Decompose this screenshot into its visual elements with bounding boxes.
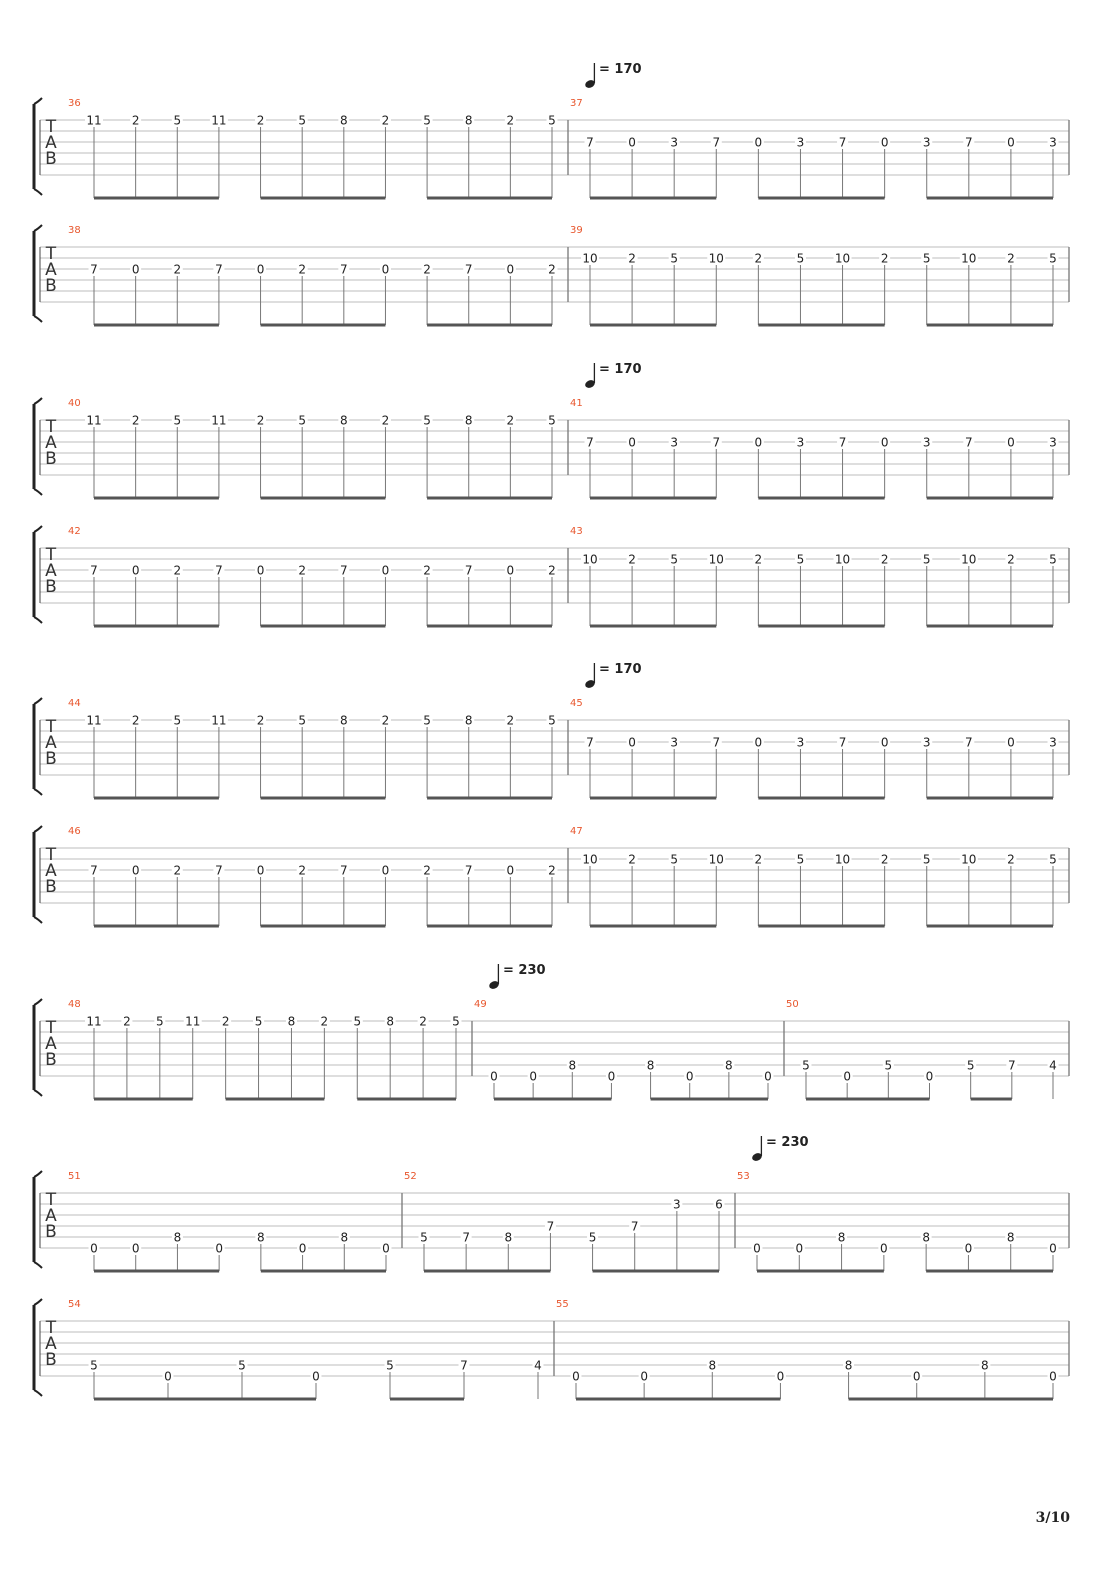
- fret-number: 2: [754, 251, 763, 266]
- fret-number: 5: [1049, 852, 1057, 867]
- fret-number: 5: [548, 713, 556, 728]
- measure-number: 52: [404, 1171, 417, 1182]
- measure-number: 36: [68, 98, 81, 109]
- fret-number: 5: [238, 1358, 246, 1373]
- fret-number: 0: [506, 563, 515, 578]
- measure-number: 41: [570, 398, 583, 409]
- fret-number: 3: [673, 1197, 681, 1212]
- measure-number: 38: [68, 225, 81, 236]
- fret-number: 0: [1007, 135, 1015, 150]
- fret-number: 0: [381, 863, 390, 878]
- fret-number: 5: [802, 1058, 810, 1073]
- fret-number: 11: [211, 413, 227, 428]
- tab-clef-letter: T: [45, 717, 57, 737]
- fret-number: 0: [754, 135, 763, 150]
- measure-number: 53: [737, 1171, 750, 1182]
- fret-number: 10: [961, 251, 977, 266]
- fret-number: 3: [922, 435, 931, 450]
- fret-number: 2: [1007, 552, 1015, 567]
- fret-number: 0: [880, 1241, 888, 1256]
- fret-number: 5: [796, 552, 805, 567]
- fret-number: 7: [586, 435, 594, 450]
- fret-number: 0: [753, 1241, 761, 1256]
- fret-number: 8: [464, 713, 473, 728]
- fret-number: 2: [320, 1014, 329, 1029]
- fret-number: 11: [211, 113, 227, 128]
- fret-number: 7: [712, 135, 721, 150]
- fret-number: 7: [215, 563, 223, 578]
- measure-number: 44: [68, 698, 81, 709]
- system-bracket-top: [34, 698, 42, 704]
- system-bracket-bottom: [34, 316, 42, 322]
- tab-clef-letter: B: [45, 276, 57, 296]
- measure-number: 43: [570, 526, 583, 537]
- tab-clef-letter: T: [45, 1318, 57, 1338]
- fret-number: 0: [685, 1069, 694, 1084]
- fret-number: 2: [880, 251, 889, 266]
- fret-number: 10: [708, 251, 724, 266]
- measure-number: 39: [570, 225, 583, 236]
- system-bracket-bottom: [34, 489, 42, 495]
- fret-number: 5: [298, 413, 307, 428]
- fret-number: 0: [506, 262, 515, 277]
- fret-number: 10: [582, 251, 598, 266]
- fret-number: 8: [464, 113, 473, 128]
- fret-number: 5: [173, 113, 182, 128]
- fret-number: 0: [640, 1369, 648, 1384]
- fret-number: 2: [423, 262, 431, 277]
- fret-number: 5: [922, 251, 931, 266]
- fret-number: 0: [628, 735, 636, 750]
- page-number: 3/10: [1035, 1510, 1070, 1526]
- fret-number: 2: [1007, 852, 1015, 867]
- fret-number: 5: [254, 1014, 263, 1029]
- fret-number: 8: [339, 113, 348, 128]
- fret-number: 2: [256, 113, 265, 128]
- fret-number: 3: [670, 735, 679, 750]
- fret-number: 5: [548, 413, 556, 428]
- fret-number: 5: [548, 113, 556, 128]
- tab-clef-letter: A: [45, 133, 57, 153]
- system-bracket-top: [34, 398, 42, 404]
- fret-number: 6: [715, 1197, 723, 1212]
- tab-clef-letter: A: [45, 260, 57, 280]
- fret-number: 5: [155, 1014, 164, 1029]
- fret-number: 2: [423, 563, 431, 578]
- system-bracket-top: [34, 225, 42, 231]
- fret-number: 5: [796, 852, 805, 867]
- fret-number: 2: [381, 113, 390, 128]
- fret-number: 7: [339, 863, 348, 878]
- fret-number: 3: [670, 135, 679, 150]
- fret-number: 0: [131, 1241, 140, 1256]
- fret-number: 8: [725, 1058, 733, 1073]
- fret-number: 2: [754, 852, 763, 867]
- fret-number: 8: [568, 1058, 577, 1073]
- fret-number: 0: [1049, 1241, 1057, 1256]
- fret-number: 0: [776, 1369, 785, 1384]
- fret-number: 3: [1049, 435, 1057, 450]
- fret-number: 5: [173, 413, 182, 428]
- fret-number: 5: [670, 552, 679, 567]
- tempo-marking: = 170: [599, 362, 642, 377]
- system-bracket-top: [34, 826, 42, 832]
- fret-number: 2: [506, 413, 515, 428]
- fret-number: 8: [844, 1358, 853, 1373]
- fret-number: 0: [131, 563, 140, 578]
- fret-number: 2: [298, 863, 307, 878]
- fret-number: 5: [423, 413, 431, 428]
- fret-number: 11: [211, 713, 227, 728]
- tab-clef-letter: B: [45, 749, 57, 769]
- fret-number: 2: [628, 552, 636, 567]
- fret-number: 7: [1008, 1058, 1016, 1073]
- fret-number: 7: [838, 735, 847, 750]
- fret-number: 7: [964, 135, 973, 150]
- fret-number: 8: [646, 1058, 655, 1073]
- tab-clef-letter: A: [45, 1034, 57, 1054]
- fret-number: 0: [215, 1241, 223, 1256]
- tab-clef-letter: B: [45, 577, 57, 597]
- fret-number: 3: [1049, 135, 1057, 150]
- fret-number: 0: [764, 1069, 772, 1084]
- fret-number: 7: [215, 262, 223, 277]
- tempo-marking: = 230: [503, 963, 546, 978]
- fret-number: 0: [131, 863, 140, 878]
- fret-number: 0: [490, 1069, 498, 1084]
- fret-number: 2: [381, 713, 390, 728]
- fret-number: 0: [795, 1241, 804, 1256]
- measure-number: 47: [570, 826, 583, 837]
- fret-number: 0: [925, 1069, 934, 1084]
- system-bracket-bottom: [34, 1390, 42, 1396]
- system-bracket-bottom: [34, 617, 42, 623]
- fret-number: 2: [298, 563, 307, 578]
- fret-number: 7: [630, 1219, 639, 1234]
- tab-clef-letter: T: [45, 244, 57, 264]
- fret-number: 2: [381, 413, 390, 428]
- fret-number: 8: [1006, 1230, 1015, 1245]
- system-bracket-top: [34, 999, 42, 1005]
- system-bracket-top: [34, 526, 42, 532]
- fret-number: 0: [843, 1069, 851, 1084]
- fret-number: 2: [548, 262, 556, 277]
- fret-number: 5: [1049, 251, 1057, 266]
- fret-number: 7: [546, 1219, 555, 1234]
- tab-clef-letter: A: [45, 1334, 57, 1354]
- tempo-marking: = 170: [599, 662, 642, 677]
- fret-number: 0: [628, 435, 636, 450]
- fret-number: 7: [90, 863, 98, 878]
- measure-number: 42: [68, 526, 81, 537]
- fret-number: 5: [1049, 552, 1057, 567]
- fret-number: 7: [838, 135, 847, 150]
- fret-number: 0: [506, 863, 515, 878]
- fret-number: 3: [1049, 735, 1057, 750]
- fret-number: 8: [287, 1014, 296, 1029]
- fret-number: 11: [86, 1014, 102, 1029]
- tab-clef-letter: B: [45, 1222, 57, 1242]
- fret-number: 11: [86, 113, 102, 128]
- fret-number: 0: [964, 1241, 973, 1256]
- fret-number: 11: [185, 1014, 201, 1029]
- fret-number: 0: [298, 1241, 307, 1256]
- tab-clef-letter: B: [45, 1350, 57, 1370]
- fret-number: 8: [340, 1230, 349, 1245]
- fret-number: 7: [462, 1230, 470, 1245]
- fret-number: 2: [173, 262, 182, 277]
- fret-number: 2: [419, 1014, 427, 1029]
- fret-number: 5: [884, 1058, 893, 1073]
- tab-clef-letter: T: [45, 417, 57, 437]
- fret-number: 8: [173, 1230, 182, 1245]
- fret-number: 0: [256, 262, 265, 277]
- fret-number: 0: [572, 1369, 580, 1384]
- fret-number: 5: [922, 552, 931, 567]
- fret-number: 0: [1007, 735, 1015, 750]
- fret-number: 5: [452, 1014, 460, 1029]
- fret-number: 8: [339, 713, 348, 728]
- fret-number: 2: [548, 563, 556, 578]
- fret-number: 0: [880, 135, 889, 150]
- tab-clef-letter: T: [45, 1018, 57, 1038]
- fret-number: 0: [164, 1369, 172, 1384]
- fret-number: 3: [796, 435, 805, 450]
- measure-number: 49: [474, 999, 487, 1010]
- measure-number: 40: [68, 398, 81, 409]
- fret-number: 0: [381, 563, 390, 578]
- tab-clef-letter: A: [45, 561, 57, 581]
- fret-number: 10: [582, 552, 598, 567]
- fret-number: 5: [423, 713, 431, 728]
- fret-number: 5: [670, 251, 679, 266]
- fret-number: 7: [838, 435, 847, 450]
- measure-number: 54: [68, 1299, 81, 1310]
- fret-number: 0: [1049, 1369, 1057, 1384]
- fret-number: 0: [131, 262, 140, 277]
- fret-number: 2: [221, 1014, 230, 1029]
- fret-number: 5: [423, 113, 431, 128]
- fret-number: 2: [548, 863, 556, 878]
- tab-clef-letter: B: [45, 877, 57, 897]
- fret-number: 0: [912, 1369, 921, 1384]
- fret-number: 8: [837, 1230, 846, 1245]
- fret-number: 11: [86, 713, 102, 728]
- fret-number: 5: [298, 713, 307, 728]
- fret-number: 10: [582, 852, 598, 867]
- system-bracket-bottom: [34, 789, 42, 795]
- fret-number: 5: [420, 1230, 428, 1245]
- fret-number: 3: [922, 135, 931, 150]
- fret-number: 7: [964, 435, 973, 450]
- system-bracket-bottom: [34, 1262, 42, 1268]
- fret-number: 2: [123, 1014, 131, 1029]
- fret-number: 0: [754, 435, 763, 450]
- fret-number: 5: [670, 852, 679, 867]
- measure-number: 45: [570, 698, 583, 709]
- fret-number: 0: [628, 135, 636, 150]
- fret-number: 2: [506, 113, 515, 128]
- fret-number: 0: [880, 435, 889, 450]
- fret-number: 7: [586, 135, 594, 150]
- system-bracket-bottom: [34, 1090, 42, 1096]
- fret-number: 7: [339, 262, 348, 277]
- fret-number: 2: [173, 563, 182, 578]
- fret-number: 10: [834, 251, 851, 266]
- fret-number: 2: [880, 552, 889, 567]
- fret-number: 0: [754, 735, 763, 750]
- fret-number: 10: [834, 852, 851, 867]
- fret-number: 7: [964, 735, 973, 750]
- tab-clef-letter: B: [45, 449, 57, 469]
- tab-clef-letter: B: [45, 1050, 57, 1070]
- fret-number: 2: [131, 113, 140, 128]
- fret-number: 2: [131, 413, 140, 428]
- fret-number: 2: [173, 863, 182, 878]
- tab-clef-letter: A: [45, 861, 57, 881]
- fret-number: 3: [670, 435, 679, 450]
- fret-number: 7: [464, 563, 473, 578]
- fret-number: 2: [628, 251, 636, 266]
- tab-clef-letter: B: [45, 149, 57, 169]
- fret-number: 5: [796, 251, 805, 266]
- tab-clef-letter: A: [45, 433, 57, 453]
- fret-number: 10: [961, 552, 977, 567]
- fret-number: 10: [708, 852, 724, 867]
- fret-number: 5: [298, 113, 307, 128]
- measure-number: 48: [68, 999, 81, 1010]
- measure-number: 55: [556, 1299, 569, 1310]
- tab-clef-letter: A: [45, 733, 57, 753]
- fret-number: 0: [529, 1069, 537, 1084]
- tab-clef-letter: T: [45, 117, 57, 137]
- fret-number: 7: [712, 435, 721, 450]
- fret-number: 0: [880, 735, 889, 750]
- fret-number: 0: [256, 563, 265, 578]
- measure-number: 51: [68, 1171, 81, 1182]
- tab-clef-letter: T: [45, 1190, 57, 1210]
- fret-number: 0: [312, 1369, 320, 1384]
- fret-number: 5: [90, 1358, 98, 1373]
- fret-number: 8: [464, 413, 473, 428]
- fret-number: 3: [796, 135, 805, 150]
- fret-number: 5: [922, 852, 931, 867]
- fret-number: 8: [504, 1230, 513, 1245]
- measure-number: 50: [786, 999, 799, 1010]
- fret-number: 8: [981, 1358, 989, 1373]
- fret-number: 8: [708, 1358, 717, 1373]
- measure-number: 46: [68, 826, 81, 837]
- fret-number: 7: [215, 863, 223, 878]
- fret-number: 7: [90, 563, 98, 578]
- fret-number: 8: [257, 1230, 265, 1245]
- fret-number: 10: [961, 852, 977, 867]
- fret-number: 2: [131, 713, 140, 728]
- fret-number: 0: [256, 863, 265, 878]
- system-bracket-top: [34, 98, 42, 104]
- fret-number: 0: [90, 1241, 98, 1256]
- fret-number: 2: [880, 852, 889, 867]
- fret-number: 2: [423, 863, 431, 878]
- fret-number: 2: [298, 262, 307, 277]
- tempo-marking: = 230: [766, 1135, 809, 1150]
- fret-number: 2: [256, 713, 265, 728]
- fret-number: 4: [534, 1358, 542, 1373]
- system-bracket-top: [34, 1299, 42, 1305]
- fret-number: 7: [460, 1358, 468, 1373]
- fret-number: 8: [339, 413, 348, 428]
- fret-number: 2: [506, 713, 515, 728]
- measure-number: 37: [570, 98, 583, 109]
- fret-number: 0: [607, 1069, 616, 1084]
- fret-number: 5: [588, 1230, 597, 1245]
- fret-number: 11: [86, 413, 102, 428]
- fret-number: 0: [382, 1241, 390, 1256]
- fret-number: 5: [353, 1014, 362, 1029]
- system-bracket-bottom: [34, 917, 42, 923]
- fret-number: 5: [966, 1058, 975, 1073]
- fret-number: 10: [834, 552, 851, 567]
- fret-number: 7: [464, 262, 473, 277]
- fret-number: 7: [90, 262, 98, 277]
- fret-number: 5: [386, 1358, 394, 1373]
- fret-number: 0: [381, 262, 390, 277]
- system-bracket-top: [34, 1171, 42, 1177]
- fret-number: 2: [256, 413, 265, 428]
- fret-number: 8: [922, 1230, 930, 1245]
- tab-clef-letter: T: [45, 545, 57, 565]
- fret-number: 2: [628, 852, 636, 867]
- tab-clef-letter: A: [45, 1206, 57, 1226]
- fret-number: 7: [712, 735, 721, 750]
- system-bracket-bottom: [34, 189, 42, 195]
- fret-number: 10: [708, 552, 724, 567]
- fret-number: 2: [754, 552, 763, 567]
- fret-number: 7: [464, 863, 473, 878]
- fret-number: 4: [1049, 1058, 1057, 1073]
- fret-number: 7: [339, 563, 348, 578]
- fret-number: 7: [586, 735, 594, 750]
- fret-number: 3: [922, 735, 931, 750]
- fret-number: 8: [386, 1014, 395, 1029]
- fret-number: 3: [796, 735, 805, 750]
- fret-number: 2: [1007, 251, 1015, 266]
- tab-clef-letter: T: [45, 845, 57, 865]
- fret-number: 5: [173, 713, 182, 728]
- tempo-marking: = 170: [599, 62, 642, 77]
- fret-number: 0: [1007, 435, 1015, 450]
